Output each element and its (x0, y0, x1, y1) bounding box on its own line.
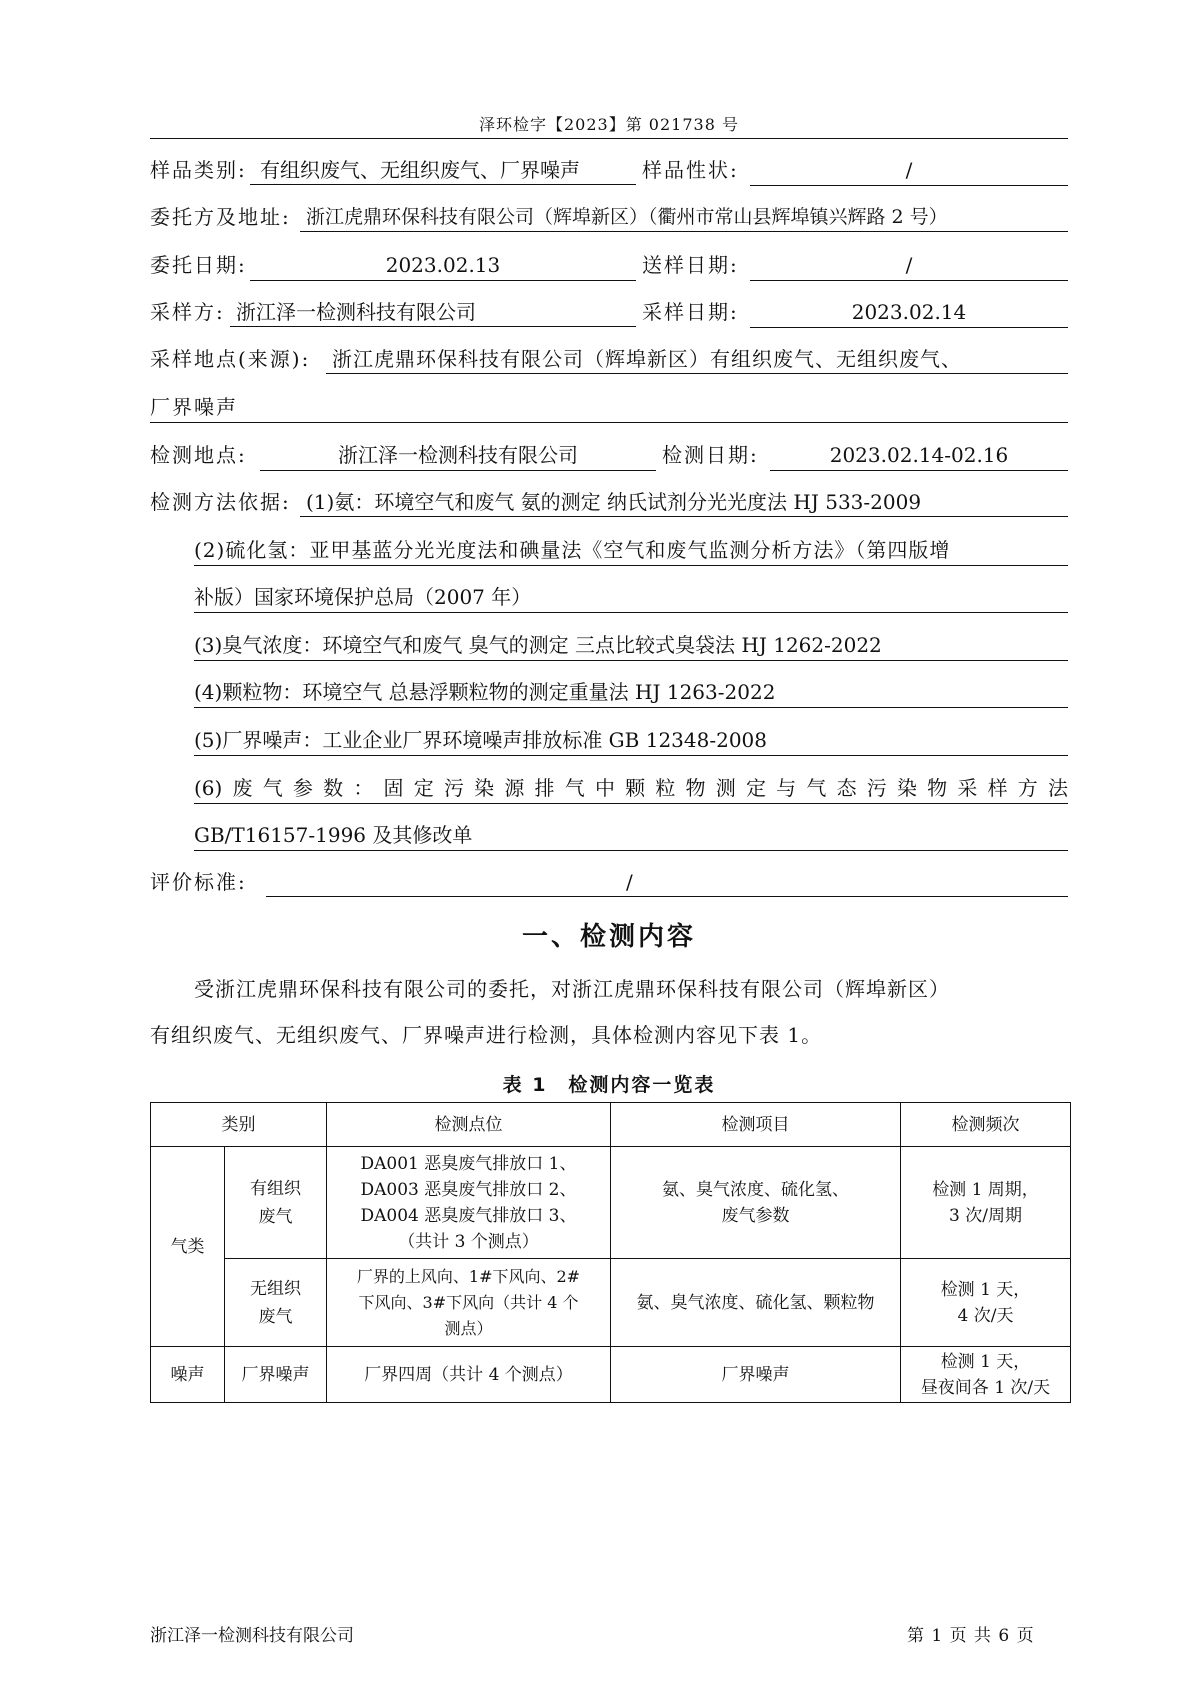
table-caption: 表 1 检测内容一览表 (502, 1074, 716, 1096)
item-line: 废气参数 (721, 1205, 790, 1226)
frequency-cell (901, 1259, 1071, 1347)
sub-category-text: 无组织废气 (250, 1278, 301, 1327)
point-line: 厂界的上风向、1#下风向、2# (356, 1266, 581, 1286)
sampling-site-value-line1: 浙江虎鼎环保科技有限公司（辉埠新区）有组织废气、无组织废气、 (326, 344, 1068, 374)
row-sampling-site-cont (150, 392, 1068, 422)
point-line: 下风向、3#下风向（共计 4 个 (358, 1292, 579, 1312)
commission-date-label: 委托日期: (150, 253, 247, 277)
row-dates (150, 250, 1068, 280)
sampling-site-label: 采样地点(来源): (150, 347, 311, 371)
detection-content-table (150, 1102, 1071, 1403)
points-cell (327, 1259, 611, 1347)
client-label: 委托方及地址: (150, 205, 291, 229)
test-site-value: 浙江泽一检测科技有限公司 (260, 440, 656, 471)
row-method-2-cont (194, 582, 1068, 612)
table-header-row (151, 1103, 1071, 1147)
point-line: DA001 恶臭废气排放口 1、 (360, 1153, 577, 1174)
method-item: GB/T16157-1996 及其修改单 (194, 820, 1068, 851)
row-test-site (150, 440, 1068, 470)
items-cell (611, 1147, 901, 1259)
sub-category (225, 1147, 327, 1259)
method-item: (2)硫化氢：亚甲基蓝分光光度法和碘量法《空气和废气监测分析方法》（第四版增 (194, 535, 1068, 566)
frequency-line: 4 次/天 (957, 1305, 1014, 1326)
sample-category-value: 有组织废气、无组织废气、厂界噪声 (250, 155, 636, 185)
client-value: 浙江虎鼎环保科技有限公司（辉埠新区）（衢州市常山县辉埠镇兴辉路 2 号） (300, 202, 1068, 232)
frequency-cell (901, 1347, 1071, 1403)
frequency-line: 3 次/周期 (949, 1205, 1022, 1226)
sample-category-label: 样品类别: (150, 158, 247, 182)
point-line: 厂界四周（共计 4 个测点） (364, 1364, 573, 1385)
sample-state-label: 样品性状: (642, 158, 739, 182)
footer-company: 浙江泽一检测科技有限公司 (150, 1626, 354, 1646)
point-line: DA003 恶臭废气排放口 2、 (360, 1179, 577, 1200)
points-cell (327, 1347, 611, 1403)
delivery-date-value: / (750, 250, 1068, 281)
item-line: 氨、臭气浓度、硫化氢、颗粒物 (636, 1292, 875, 1313)
header-items: 检测项目 (611, 1103, 901, 1147)
point-line: DA004 恶臭废气排放口 3、 (360, 1205, 577, 1226)
table-row (151, 1347, 1071, 1403)
sample-state-value: / (750, 155, 1068, 186)
point-line: 测点） (444, 1318, 493, 1338)
row-method-2 (194, 535, 1068, 565)
sampling-date-label: 采样日期: (642, 300, 739, 324)
frequency-cell (901, 1147, 1071, 1259)
method-item: (4)颗粒物：环境空气 总悬浮颗粒物的测定重量法 HJ 1263-2022 (194, 677, 1068, 708)
section-title: 一、检测内容 (521, 922, 696, 952)
evaluation-value: / (266, 867, 1068, 897)
frequency-line: 检测 1 天， (940, 1279, 1031, 1300)
header-points: 检测点位 (327, 1103, 611, 1147)
row-client (150, 202, 1068, 232)
sampler-label: 采样方: (150, 300, 225, 324)
sub-category (225, 1259, 327, 1347)
method-item: (1)氨：环境空气和废气 氨的测定 纳氏试剂分光光度法 HJ 533-2009 (300, 487, 1068, 517)
header-rule (150, 138, 1068, 139)
intro-line-1: 受浙江虎鼎环保科技有限公司的委托，对浙江虎鼎环保科技有限公司（辉埠新区） (194, 977, 950, 1001)
test-date-label: 检测日期: (662, 443, 759, 467)
sampling-date-value: 2023.02.14 (750, 297, 1068, 328)
frequency-line: 昼夜间各 1 次/天 (920, 1377, 1051, 1398)
method-item: (5)厂界噪声：工业企业厂界环境噪声排放标准 GB 12348-2008 (194, 725, 1068, 756)
header-frequency: 检测频次 (901, 1103, 1071, 1147)
row-method-6 (194, 773, 1068, 803)
method-item: (3)臭气浓度：环境空气和废气 臭气的测定 三点比较式臭袋法 HJ 1262-2022 (194, 630, 1068, 661)
frequency-line: 检测 1 周期， (932, 1179, 1039, 1200)
sampling-site-value-line2: 厂界噪声 (150, 392, 1068, 423)
table-row (151, 1259, 1071, 1347)
test-site-label: 检测地点: (150, 443, 247, 467)
sub-category-text: 有组织废气 (250, 1178, 301, 1227)
delivery-date-label: 送样日期: (642, 253, 739, 277)
row-sample-category (150, 155, 1068, 185)
item-line: 厂界噪声 (721, 1364, 790, 1385)
test-date-value: 2023.02.14-02.16 (770, 440, 1068, 471)
row-method-5 (194, 725, 1068, 755)
row-method-6-cont (194, 820, 1068, 850)
group-gas: 气类 (151, 1147, 225, 1347)
frequency-line: 检测 1 天， (940, 1351, 1031, 1372)
method-label: 检测方法依据: (150, 490, 291, 514)
intro-line-2: 有组织废气、无组织废气、厂界噪声进行检测，具体检测内容见下表 1。 (150, 1023, 823, 1047)
commission-date-value: 2023.02.13 (250, 250, 636, 281)
table-row (151, 1147, 1071, 1259)
item-line: 氨、臭气浓度、硫化氢、 (662, 1179, 849, 1200)
evaluation-label: 评价标准: (150, 870, 247, 894)
sampler-value: 浙江泽一检测科技有限公司 (230, 297, 636, 327)
group-noise: 噪声 (151, 1347, 225, 1403)
items-cell (611, 1259, 901, 1347)
row-method-3 (194, 630, 1068, 660)
row-sampling-site (150, 344, 1068, 374)
footer-page-number: 第 1 页 共 6 页 (907, 1626, 1035, 1646)
header-category: 类别 (151, 1103, 327, 1147)
sub-category: 厂界噪声 (225, 1347, 327, 1403)
items-cell (611, 1347, 901, 1403)
row-evaluation (150, 867, 1068, 897)
row-sampler (150, 297, 1068, 327)
point-line: （共计 3 个测点） (398, 1231, 539, 1252)
method-item: 补版）国家环境保护总局（2007 年） (194, 582, 1068, 613)
row-methods (150, 487, 1068, 517)
points-cell (327, 1147, 611, 1259)
report-number: 泽环检字【2023】第 021738 号 (479, 115, 739, 134)
row-method-4 (194, 677, 1068, 707)
method-item: (6)废气参数：固定污染源排气中颗粒物测定与气态污染物采样方法 (194, 773, 1068, 804)
